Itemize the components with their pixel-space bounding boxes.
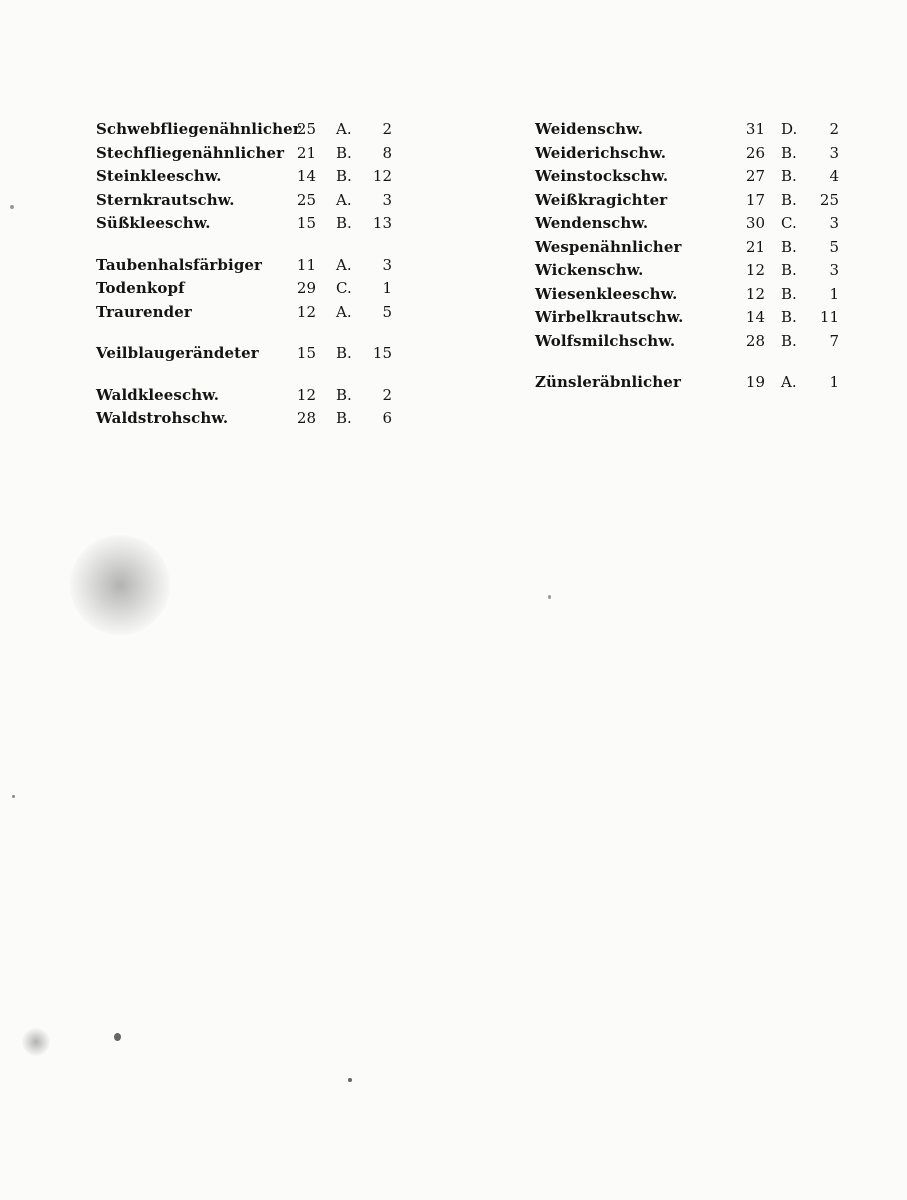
entry-letter: B. [781, 143, 797, 162]
entry-name: Waldkleeschw. [96, 385, 220, 404]
index-column-left [96, 118, 396, 431]
entry-number: 1 [829, 284, 839, 303]
group-spacer [96, 324, 396, 342]
entry-number: 7 [829, 331, 839, 350]
index-column-right [535, 118, 847, 395]
entry-name: Weißkragichter [535, 190, 668, 209]
entry-letter: C. [781, 214, 797, 232]
entry-number: 1 [829, 373, 839, 391]
index-entry [535, 118, 847, 142]
entry-name: Taubenhalsfärbiger [96, 255, 263, 274]
index-entry [535, 142, 847, 166]
entry-letter: A. [336, 255, 352, 274]
entry-letter: B. [781, 261, 797, 279]
entry-name: Weiderichschw. [535, 143, 667, 162]
entry-letter: A. [336, 302, 352, 321]
index-entry [96, 254, 396, 278]
index-entry [535, 259, 847, 283]
index-group [535, 371, 847, 395]
entry-page: 12 [745, 284, 765, 303]
index-entry [96, 342, 396, 366]
entry-name: Süßkleeschw. [96, 214, 211, 232]
index-entry [535, 165, 847, 189]
entry-page: 12 [296, 385, 316, 404]
index-group [535, 118, 847, 353]
index-entry [535, 212, 847, 236]
entry-page: 11 [296, 255, 316, 274]
index-entry [96, 165, 396, 189]
entry-name: Wickenschw. [535, 261, 644, 279]
entry-number: 2 [382, 120, 392, 138]
entry-letter: B. [336, 344, 352, 362]
entry-number: 1 [382, 279, 392, 297]
index-entry [96, 301, 396, 325]
entry-letter: B. [781, 284, 797, 303]
ink-blot [22, 1028, 50, 1056]
entry-letter: B. [336, 409, 352, 427]
entry-page: 29 [296, 279, 316, 297]
entry-letter: B. [336, 385, 352, 404]
entry-name: Schwebfliegenähnlicher [96, 120, 301, 138]
entry-page: 21 [296, 143, 316, 162]
index-group [96, 118, 396, 236]
index-entry [535, 371, 847, 395]
entry-page: 27 [745, 167, 765, 185]
dust-speck [114, 1033, 121, 1041]
index-entry [96, 212, 396, 236]
group-spacer [96, 236, 396, 254]
entry-number: 13 [372, 214, 392, 232]
index-entry [535, 236, 847, 260]
entry-page: 14 [296, 167, 316, 185]
entry-number: 5 [382, 302, 392, 321]
entry-page: 19 [745, 373, 765, 391]
entry-number: 3 [829, 261, 839, 279]
entry-letter: B. [781, 331, 797, 350]
entry-letter: A. [336, 190, 352, 209]
index-entry [96, 142, 396, 166]
index-entry [96, 277, 396, 301]
entry-name: Stechfliegenähnlicher [96, 143, 285, 162]
index-entry [96, 118, 396, 142]
entry-letter: B. [336, 143, 352, 162]
entry-name: Zünsleräbnlicher [535, 373, 681, 391]
entry-letter: B. [781, 237, 797, 256]
entry-letter: D. [781, 120, 798, 138]
entry-number: 8 [382, 143, 392, 162]
entry-page: 15 [296, 214, 316, 232]
entry-page: 31 [745, 120, 765, 138]
entry-number: 6 [382, 409, 392, 427]
dust-speck [348, 1078, 352, 1082]
index-group [96, 254, 396, 325]
entry-name: Weinstockschw. [535, 167, 669, 185]
entry-page: 25 [296, 190, 316, 209]
index-entry [535, 283, 847, 307]
entry-letter: A. [336, 120, 352, 138]
dust-speck [10, 205, 14, 209]
entry-letter: A. [781, 373, 797, 391]
group-spacer [535, 353, 847, 371]
entry-number: 2 [829, 120, 839, 138]
entry-name: Wirbelkrautschw. [535, 308, 684, 326]
entry-page: 25 [296, 120, 316, 138]
dust-speck [12, 795, 15, 798]
entry-number: 3 [829, 143, 839, 162]
entry-name: Wespenähnlicher [535, 237, 682, 256]
entry-page: 26 [745, 143, 765, 162]
index-entry [96, 189, 396, 213]
entry-number: 3 [382, 255, 392, 274]
entry-letter: B. [336, 214, 352, 232]
entry-name: Waldstrohschw. [96, 409, 229, 427]
entry-number: 2 [382, 385, 392, 404]
entry-name: Wolfsmilchschw. [535, 331, 676, 350]
entry-page: 17 [745, 190, 765, 209]
ink-blot [70, 535, 170, 635]
entry-letter: B. [781, 167, 797, 185]
entry-number: 25 [819, 190, 839, 209]
entry-letter: B. [781, 190, 797, 209]
entry-number: 12 [372, 167, 392, 185]
entry-number: 4 [829, 167, 839, 185]
entry-name: Sternkrautschw. [96, 190, 235, 209]
entry-number: 3 [382, 190, 392, 209]
entry-name: Traurender [96, 302, 192, 321]
index-entry [535, 189, 847, 213]
entry-letter: B. [336, 167, 352, 185]
entry-number: 11 [819, 308, 839, 326]
entry-number: 5 [829, 237, 839, 256]
entry-letter: C. [336, 279, 352, 297]
index-group [96, 384, 396, 431]
entry-page: 21 [745, 237, 765, 256]
index-entry [96, 407, 396, 431]
entry-page: 28 [745, 331, 765, 350]
entry-page: 14 [745, 308, 765, 326]
entry-name: Wendenschw. [535, 214, 649, 232]
index-group [96, 342, 396, 366]
entry-name: Veilblaugerändeter [96, 344, 259, 362]
index-entry [96, 384, 396, 408]
dust-speck [548, 595, 551, 599]
entry-number: 3 [829, 214, 839, 232]
entry-letter: B. [781, 308, 797, 326]
entry-page: 12 [296, 302, 316, 321]
index-entry [535, 330, 847, 354]
entry-name: Wiesenkleeschw. [535, 284, 678, 303]
entry-name: Todenkopf [96, 279, 185, 297]
entry-page: 28 [296, 409, 316, 427]
entry-number: 15 [372, 344, 392, 362]
entry-name: Steinkleeschw. [96, 167, 222, 185]
entry-name: Weidenschw. [535, 120, 644, 138]
entry-page: 15 [296, 344, 316, 362]
group-spacer [96, 366, 396, 384]
index-entry [535, 306, 847, 330]
entry-page: 30 [745, 214, 765, 232]
entry-page: 12 [745, 261, 765, 279]
